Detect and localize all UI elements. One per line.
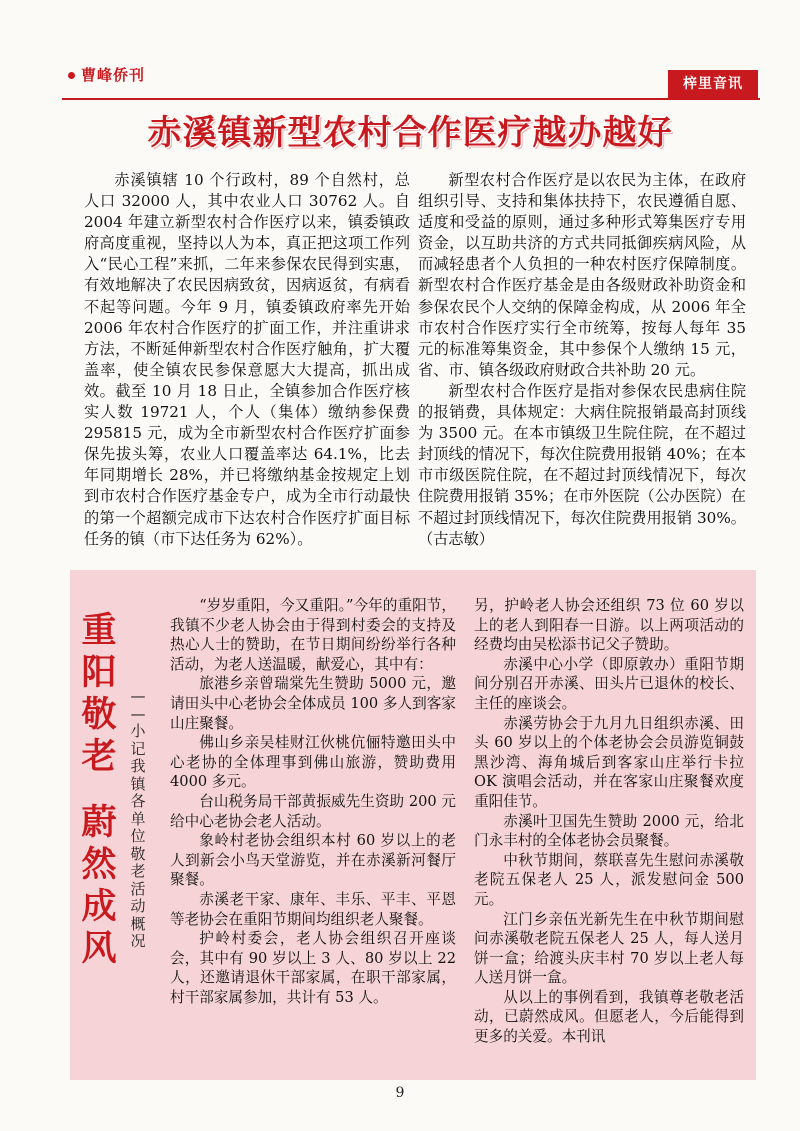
subtitle-char: 况	[130, 932, 146, 950]
header-rule	[62, 98, 760, 100]
title-char: 重	[81, 611, 117, 651]
article2-left-column	[170, 596, 456, 1007]
article2-paragraph: 江门乡亲伍光新先生在中秋节期间慰问赤溪敬老院五保老人 25 人，每人送月饼一盒；给渡头庆丰村 70 岁以上老人每人送月饼一盒。	[474, 910, 744, 987]
title-char: 老	[81, 737, 117, 777]
article1-paragraph: 新型农村合作医疗是以农民为主体，在政府组织引导、支持和集体扶持下，农民遵循自愿、适度和受益的原则，通过多种形式筹集医疗专用资金，以互助共济的方式共同抵御疾病风险，从而减轻患者个人负担的一种农村医疗保障制度。新型农村合作医疗基金是由各级财政补助资金和参保农民个人交纳的保障金构成，从 2006 年全市农村合作医疗实行全市统筹，按每人每年 35 元的标准筹集资金，其中参保个人缴纳 15 元，省、市、镇各级政府财政合共补助 20 元。	[418, 171, 746, 379]
article1-right-column	[418, 170, 746, 550]
title-char: 蔚	[81, 803, 117, 843]
title-char: 敬	[81, 695, 117, 735]
article2-paragraph: 从以上的事例看到，我镇尊老敬老活动，已蔚然成风。但愿老人，今后能得到更多的关爱。本刊讯	[474, 988, 744, 1046]
page-number: 9	[395, 1085, 405, 1101]
subtitle-char: 小	[130, 722, 146, 740]
subtitle-char: 镇	[130, 774, 146, 793]
article1-left-column	[84, 170, 410, 550]
article2-paragraph: 另，护岭老人协会还组织 73 位 60 岁以上的老人到阳春一日游。以上两项活动的经费均由吴松添书记父子赞助。	[474, 597, 744, 654]
title-gap	[76, 778, 122, 802]
subtitle-char: 老	[130, 862, 146, 880]
subtitle-char: 记	[130, 739, 146, 758]
publication-brand	[68, 64, 145, 85]
subtitle-char: 各	[130, 792, 146, 810]
article1-paragraph: 赤溪镇辖 10 个行政村，89 个自然村，总人口 32000 人，其中农业人口 30762 人。自 2004 年建立新型农村合作医疗以来，镇委镇政府高度重视，坚持以人为本，真正把这项工作列入“民心工程”来抓，二年来参保农民得到实惠，有效地解决了农民因病致贫，因病返贫，有病看不起等问题。今年 9 月，镇委镇政府率先开始 2006 年农村合作医疗的扩面工作，并注重讲求方法，不断延伸新型农村合作医疗触角，扩大覆盖率，使全镇农民参保意愿大大提高，抓出成效。截至 10 月 18 日止，全镇参加合作医疗核实人数 19721 人，个人（集体）缴纳参保费 295815 元，成为全市新型农村合作医疗扩面参保先拔头筹，农业人口覆盖率达 64.1%，比去年同期增长 28%，并已将缴纳基金按规定上划到市农村合作医疗基金专户，成为全市行动最快的第一个超额完成市下达农村合作医疗扩面目标任务的镇（市下达任务为 62%）。	[84, 171, 410, 548]
article2-paragraph: 赤溪中心小学（即原敦办）重阳节期间分别召开赤溪、田头片已退休的校长、主任的座谈会。	[474, 655, 744, 712]
title-char: 阳	[81, 653, 117, 693]
article2-paragraph: 赤溪叶卫国先生赞助 2000 元，给北门永丰村的全体老协会员聚餐。	[474, 812, 744, 850]
article2-vertical-subtitle	[128, 688, 148, 951]
article1-paragraph: 新型农村合作医疗是指对参保农民患病住院的报销费，具体规定：大病住院报销最高封顶线为 3500 元。在本市镇级卫生院住院，在不超过封顶线的情况下，每次住院费用报销 40%；在本市市级医院住院，在不超过封顶线情况下，每次住院费用报销 35%；在市外医院（公办医院）在不超过封顶线情况下，每次住院费用报销 30%。（古志敏）	[418, 381, 746, 548]
article2-paragraph: 护岭村委会，老人协会组织召开座谈会，其中有 90 岁以上 3 人、80 岁以上 22 人，还邀请退休干部家属，在职干部家属，村干部家属参加，共计有 53 人。	[170, 930, 456, 1006]
title-char: 然	[81, 845, 117, 885]
article2-paragraph: 赤溪老干家、康年、丰乐、平丰、平恩等老协会在重阳节期间均组织老人聚餐。	[170, 890, 456, 928]
article2-paragraph: 中秋节期间，蔡联喜先生慰问赤溪敬老院五保老人 25 人，派发慰问金 500 元。	[474, 851, 744, 908]
article2-paragraph: “岁岁重阳，今又重阳。”今年的重阳节，我镇不少老人协会由于得到村委会的支持及热心人士的赞助，在节日期间纷纷举行各种活动，为老人送温暖，献爱心，其中有：	[170, 597, 456, 673]
subtitle-char: —	[130, 687, 146, 705]
subtitle-char: 动	[130, 897, 146, 915]
article2-paragraph: 赤溪劳协会于九月九日组织赤溪、田头 60 岁以上的个体老协会会员游览铜鼓黑沙湾、海角城后到客家山庄举行卡拉 OK 演唱会活动，并在客家山庄聚餐欢度重阳佳节。	[474, 714, 744, 810]
bullet-dot-icon	[68, 72, 75, 79]
subtitle-char: —	[130, 704, 146, 723]
article2-vertical-title	[76, 610, 122, 970]
article2-paragraph: 台山税务局干部黄振威先生资助 200 元给中心老协会老人活动。	[170, 792, 456, 830]
article2-right-column	[474, 596, 744, 1047]
subtitle-char: 活	[130, 879, 146, 898]
subtitle-char: 单	[130, 809, 146, 828]
subtitle-char: 敬	[130, 844, 146, 863]
title-char: 成	[81, 887, 117, 927]
brand-text: 曹峰侨刊	[81, 66, 146, 84]
subtitle-char: 概	[130, 914, 146, 933]
subtitle-char: 位	[130, 827, 146, 845]
article2-paragraph: 旅港乡亲曾瑞棠先生赞助 5000 元，邀请田头中心老协会全体成员 100 多人到客家山庄聚餐。	[170, 675, 456, 732]
title-char: 风	[81, 929, 117, 969]
section-tag: 梓里音讯	[668, 70, 758, 98]
article2-paragraph: 象岭村老协会组织本村 60 岁以上的老人到新会小鸟天堂游览，并在赤溪新河餐厅聚餐。	[170, 832, 456, 889]
subtitle-char: 我	[130, 757, 146, 775]
article2-paragraph: 佛山乡亲吴桂财江伙桃伉俪特邀田头中心老协的全体理事到佛山旅游，赞助费用 4000 多元。	[170, 734, 456, 791]
article1-headline: 赤溪镇新型农村合作医疗越办越好	[147, 113, 673, 153]
